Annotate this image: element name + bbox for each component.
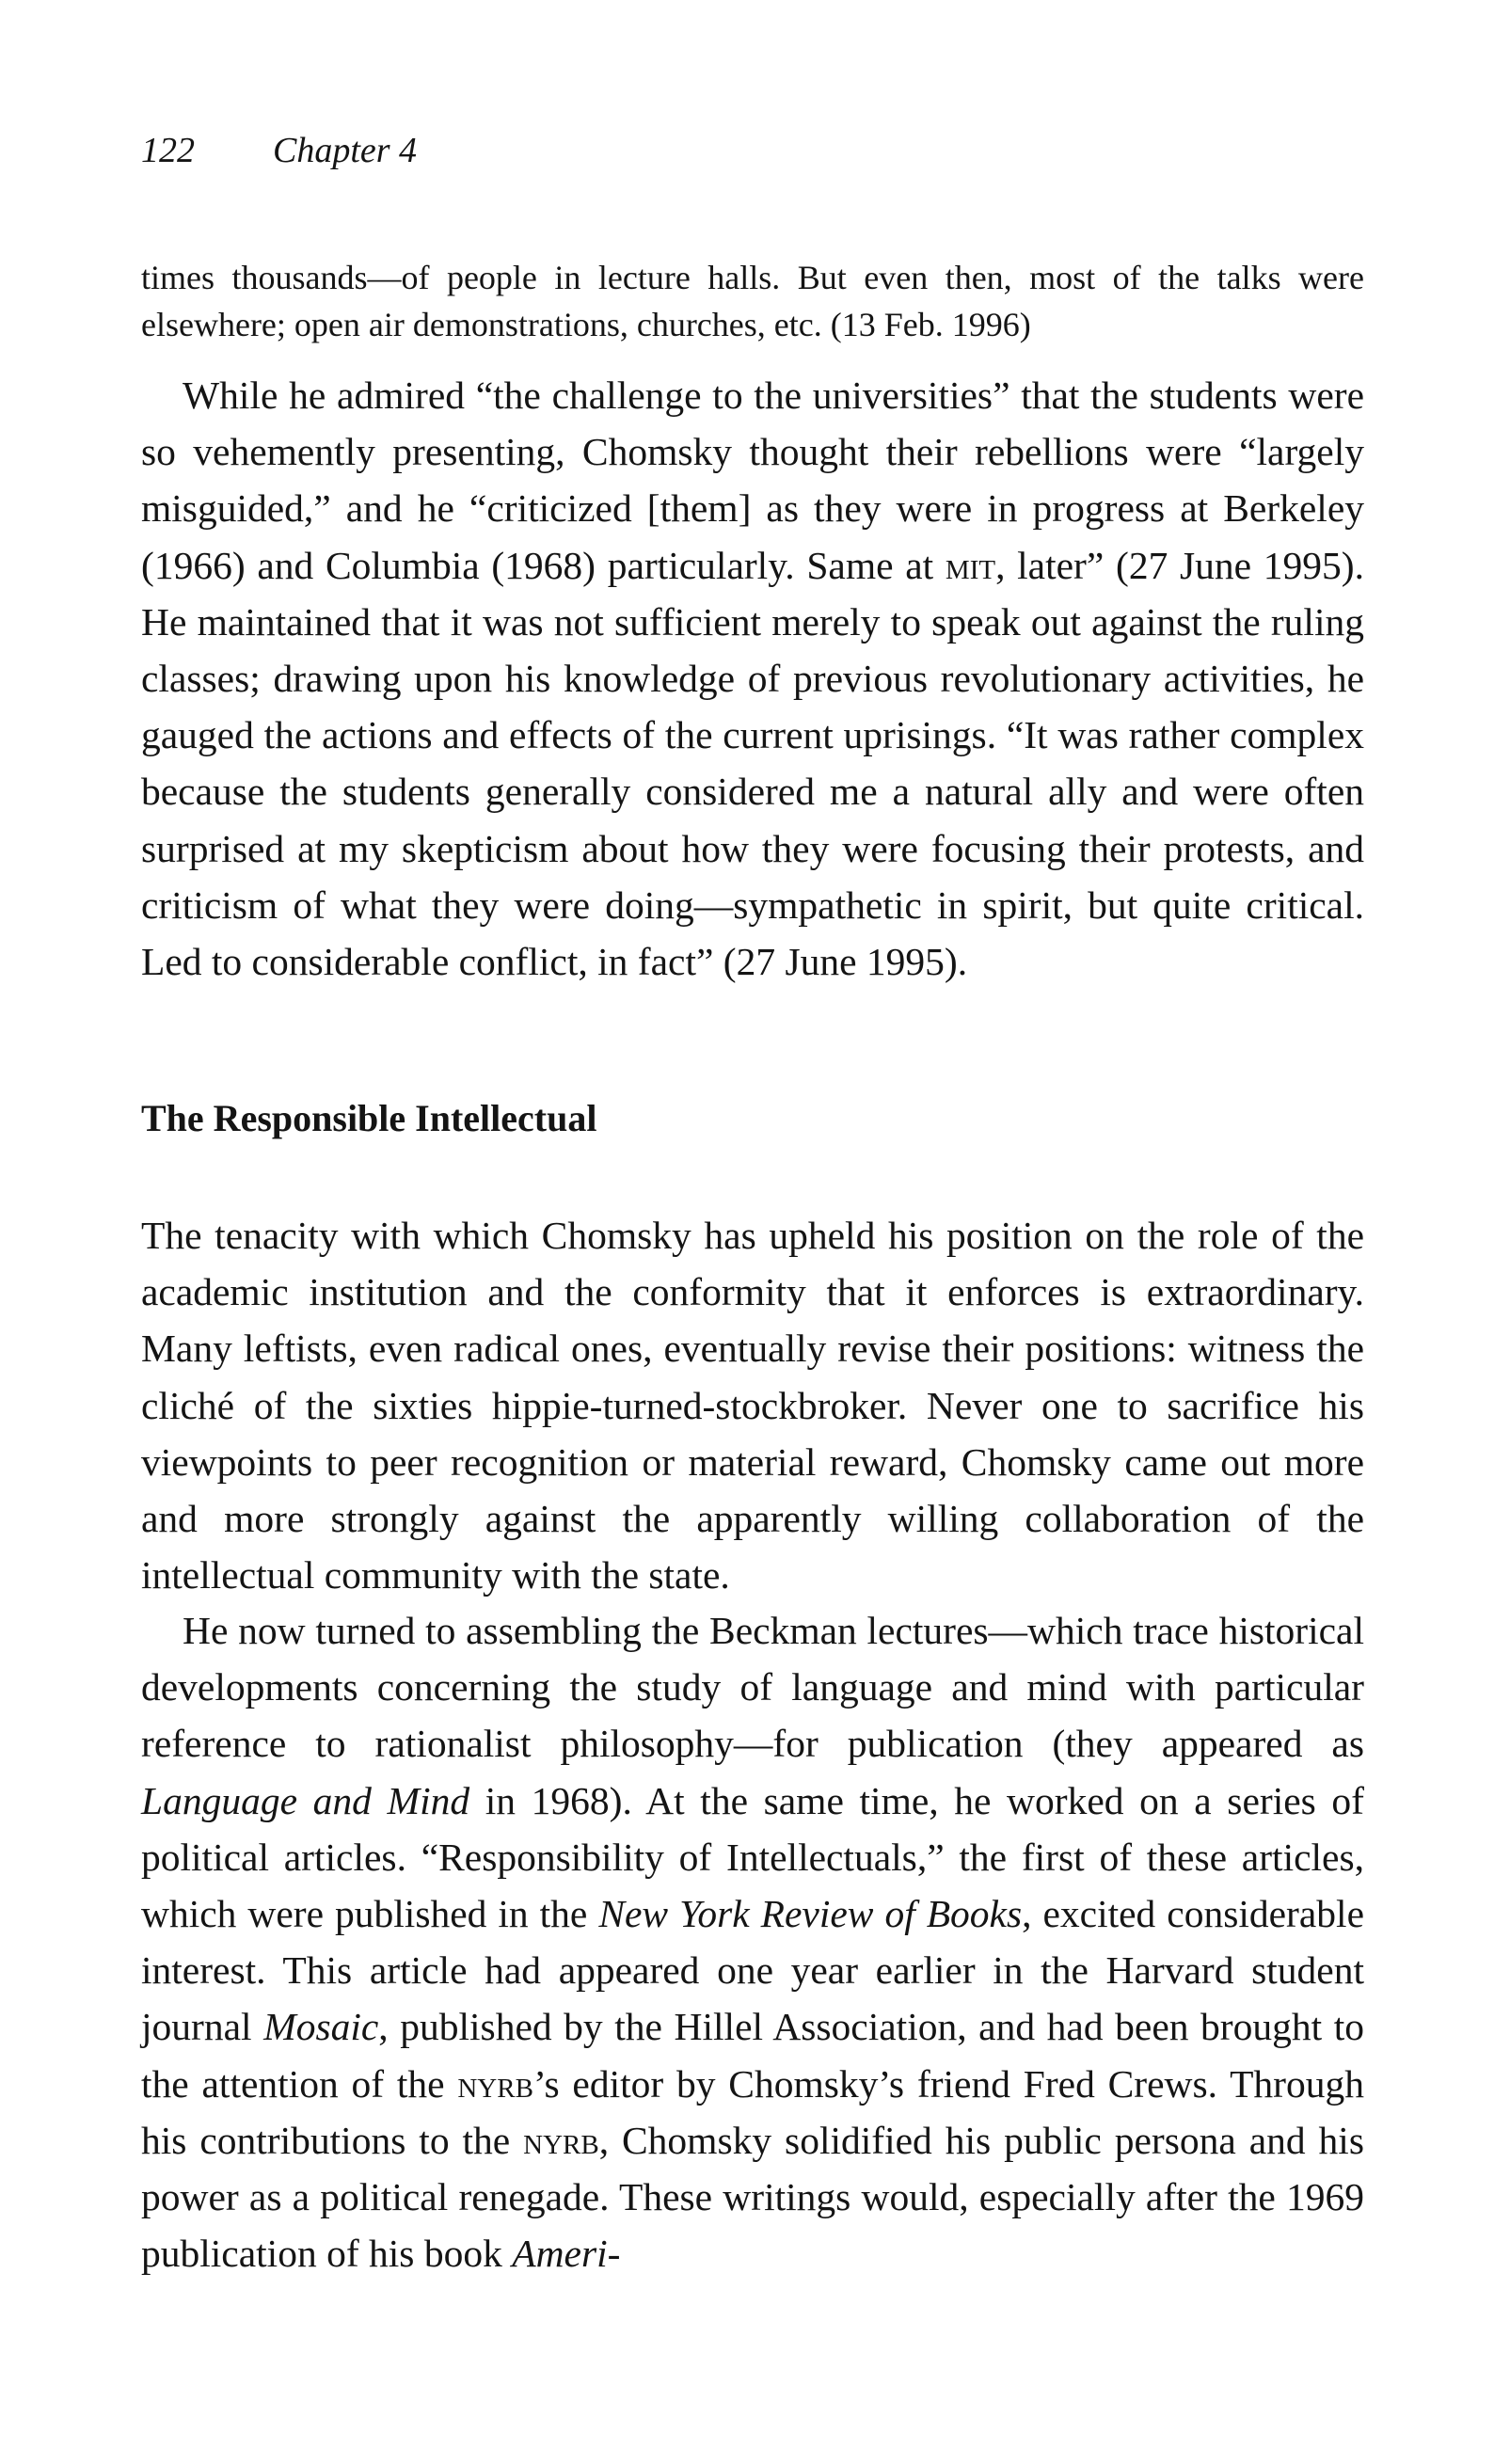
block-quote: times thousands—of people in lecture halls. But even then, most of the talks were elsewhere; open air demonstrations, churches, etc. (13 Feb. 1996) — [141, 259, 1364, 343]
abbreviation-nyrb: nyrb — [457, 2061, 533, 2106]
abbreviation-mit: mit — [945, 543, 996, 587]
text-segment: , excited considerable interest. This article had appeared one year earlier in the Harvard student journal — [141, 1892, 1364, 2049]
paragraph-students-rebellion — [141, 367, 1364, 990]
book-title-american-power: Ameri- — [512, 2232, 621, 2276]
publication-title-nyrb: New York Review of Books — [598, 1892, 1023, 1936]
book-title-language-and-mind: Language and Mind — [141, 1778, 470, 1822]
journal-title-mosaic: Mosaic — [263, 2005, 379, 2049]
section-heading: The Responsible Intellectual — [141, 1097, 597, 1139]
paragraph-tenacity: The tenacity with which Chomsky has upheld his position on the role of the academic institution and the conformity that it enforces is extraordinary. Many leftists, even radical ones, eventually revise their positions: witness the cliché of the sixties hippie-turned-stockbroker. Never one to sacrifice his viewpoints to peer recognition or material reward, Chomsky came out more and more strongly against the apparently willing collaboration of the intellectual community with the state. — [141, 1214, 1364, 1598]
text-segment: in 1968). At the same time, he worked on a series of political articles. “Responsibility of Intellectuals,” the first of these articles, which were published in the — [141, 1778, 1364, 1936]
text-segment: , later” (27 June 1995). He maintained that it was not sufficient merely to speak out against the ruling classes; drawing upon his knowledge of previous revolutionary activities, he gauged the actions and effects of the current uprisings. “It was rather complex because the students generally considered me a natural ally and were often surprised at my skepticism about how they were focusing their protests, and criticism of what they were doing—sympathetic in spirit, but quite critical. Led to considerable conflict, in fact” (27 June 1995). — [141, 543, 1364, 984]
text-segment: ’s editor by Chomsky’s friend Fred Crews. Through his contributions to the — [141, 2061, 1364, 2162]
page-number: 122 — [141, 131, 195, 170]
text-segment: , published by the Hillel Association, and had been brought to the attention of the — [141, 2005, 1364, 2106]
paragraph-beckman-lectures — [141, 1602, 1364, 2281]
running-head — [141, 130, 417, 171]
text-segment: , Chomsky solidified his public persona and his power as a political renegade. These writings would, especially after the 1969 publication of his book — [141, 2118, 1364, 2276]
text-segment: While he admired “the challenge to the universities” that the students were so vehemently presenting, Chomsky thought their rebellions were “largely misguided,” and he “criticized [them] as they were in progress at Berkeley (1966) and Columbia (1968) particularly. Same at — [141, 374, 1364, 587]
chapter-title: Chapter 4 — [273, 131, 418, 170]
abbreviation-nyrb: nyrb — [523, 2118, 599, 2162]
text-segment: He now turned to assembling the Beckman lectures—which trace historical developments concerning the study of language and mind with particular reference to rationalist philosophy—for publication (they appeared as — [141, 1609, 1364, 1766]
